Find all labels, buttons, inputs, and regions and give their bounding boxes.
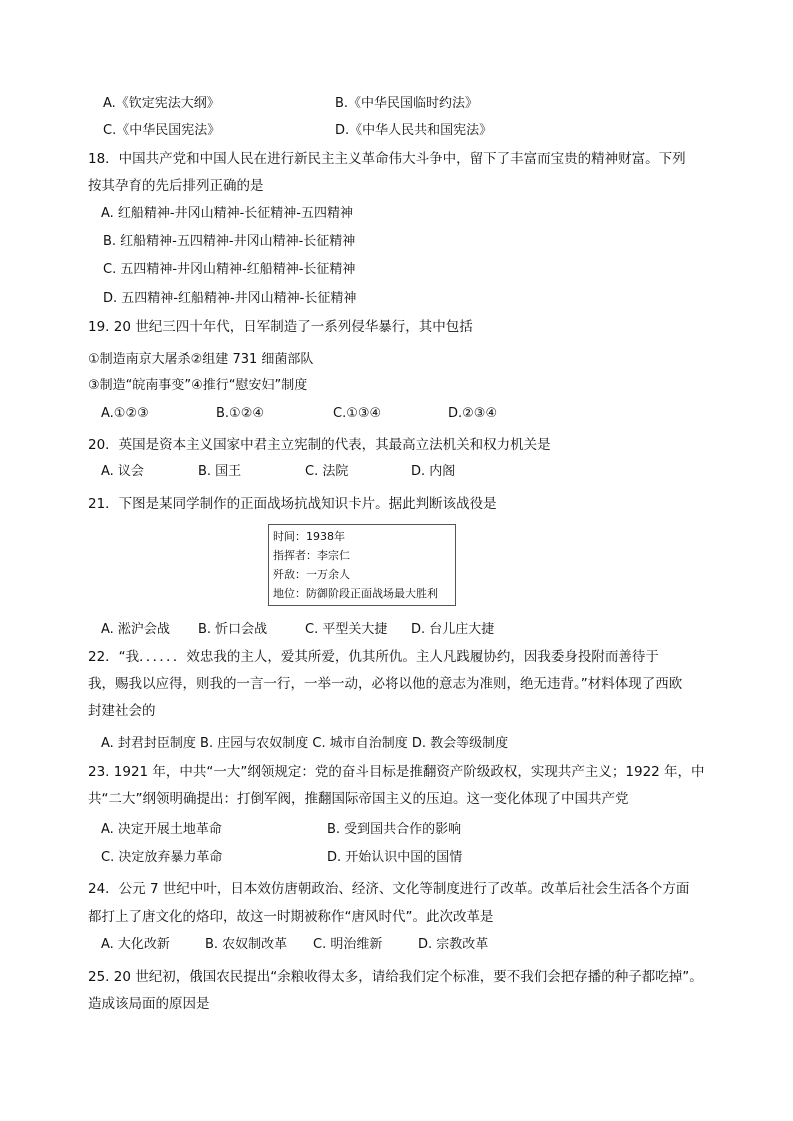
- card-status: 地位：防御阶段正面战场最大胜利: [273, 587, 438, 600]
- q23-stem-line2: 共“二大”纲领明确提出：打倒军阀，推翻国际帝国主义的压迫。这一变化体现了中国共产党: [88, 791, 629, 807]
- q17-option-d: D.《中华人民共和国宪法》: [335, 123, 493, 138]
- q19-option-d: D.②③④: [448, 406, 498, 421]
- q21-option-d: D. 台儿庄大捷: [411, 622, 495, 637]
- q18-stem-line2: 按其孕育的先后排列正确的是: [88, 178, 264, 194]
- q20-option-d: D. 内阁: [411, 464, 456, 479]
- q17-option-c: C.《中华民国宪法》: [103, 123, 221, 138]
- q17-option-a: A.《钦定宪法大纲》: [103, 96, 220, 111]
- q24-stem-line1: 24．公元 7 世纪中叶，日本效仿唐朝政治、经济、文化等制度进行了改革。改革后社会生活各个方面: [88, 881, 690, 897]
- q18-stem-line1: 18．中国共产党和中国人民在进行新民主主义革命伟大斗争中，留下了丰富而宝贵的精神财富。下列: [88, 151, 686, 167]
- q20-stem: 20．英国是资本主义国家中君主立宪制的代表，其最高立法机关和权力机关是: [88, 437, 551, 453]
- q21-stem: 21．下图是某同学制作的正面战场抗战知识卡片。据此判断该战役是: [88, 496, 497, 512]
- q19-option-b: B.①②④: [216, 406, 265, 421]
- knowledge-card: [268, 524, 456, 606]
- q22-stem-line3: 封建社会的: [88, 703, 156, 719]
- q23-option-c: C. 决定放弃暴力革命: [101, 850, 223, 865]
- q21-option-b: B. 忻口会战: [198, 622, 268, 637]
- q20-option-c: C. 法院: [305, 464, 349, 479]
- q18-option-a: A. 红船精神-井冈山精神-长征精神-五四精神: [101, 206, 354, 221]
- q25-stem-line1: 25. 20 世纪初，俄国农民提出“余粮收得太多，请给我们定个标准，要不我们会把存播的种子都吃掉”。: [88, 969, 703, 985]
- q19-stem-line2: ①制造南京大屠杀②组建 731 细菌部队: [88, 352, 314, 367]
- q17-option-b: B.《中华民国临时约法》: [335, 96, 479, 111]
- q18-option-d: D. 五四精神-红船精神-井冈山精神-长征精神: [103, 291, 357, 306]
- q18-option-b: B. 红船精神-五四精神-井冈山精神-长征精神: [103, 234, 356, 249]
- q22-stem-line1: 22．“我．．．．．．效忠我的主人，爱其所爱，仇其所仇。主人凡践履协约，因我委身投附而善待于: [88, 649, 659, 665]
- q23-option-d: D. 开始认识中国的国情: [327, 850, 463, 865]
- card-enemy: 歼敌：一万余人: [273, 568, 350, 581]
- q24-option-c: C. 明治维新: [313, 937, 383, 952]
- q22-stem-line2: 我，赐我以应得，则我的一言一行，一举一动，必将以他的意志为准则，绝无违背。”材料体现了西欧: [88, 676, 683, 692]
- q21-option-a: A. 淞沪会战: [101, 622, 170, 637]
- q24-stem-line2: 都打上了唐文化的烙印，故这一时期被称作“唐风时代”。此次改革是: [88, 909, 494, 925]
- q25-stem-line2: 造成该局面的原因是: [88, 996, 210, 1012]
- q20-option-a: A. 议会: [101, 464, 144, 479]
- q19-option-a: A.①②③: [101, 406, 149, 421]
- q24-option-a: A. 大化改新: [101, 937, 170, 952]
- q24-option-b: B. 农奴制改革: [205, 937, 288, 952]
- q23-option-a: A. 决定开展土地革命: [101, 822, 222, 837]
- q22-options: A. 封君封臣制度 B. 庄园与农奴制度 C. 城市自治制度 D. 教会等级制度: [101, 736, 509, 751]
- q18-option-c: C. 五四精神-井冈山精神-红船精神-长征精神: [103, 262, 356, 277]
- q23-stem-line1: 23. 1921 年，中共“一大”纲领规定：党的奋斗目标是推翻资产阶级政权，实现共产主义；1922 年，中: [88, 764, 705, 780]
- card-time: 时间：1938年: [273, 530, 345, 543]
- q19-stem-line3: ③制造“皖南事变”④推行“慰安妇”制度: [88, 378, 308, 393]
- card-commander: 指挥者：李宗仁: [273, 549, 350, 562]
- q20-option-b: B. 国王: [198, 464, 242, 479]
- q23-option-b: B. 受到国共合作的影响: [327, 822, 462, 837]
- q19-option-c: C.①③④: [333, 406, 382, 421]
- q19-stem-line1: 19. 20 世纪三四十年代，日军制造了一系列侵华暴行，其中包括: [88, 319, 473, 335]
- q24-option-d: D. 宗教改革: [418, 937, 489, 952]
- q21-option-c: C. 平型关大捷: [305, 622, 388, 637]
